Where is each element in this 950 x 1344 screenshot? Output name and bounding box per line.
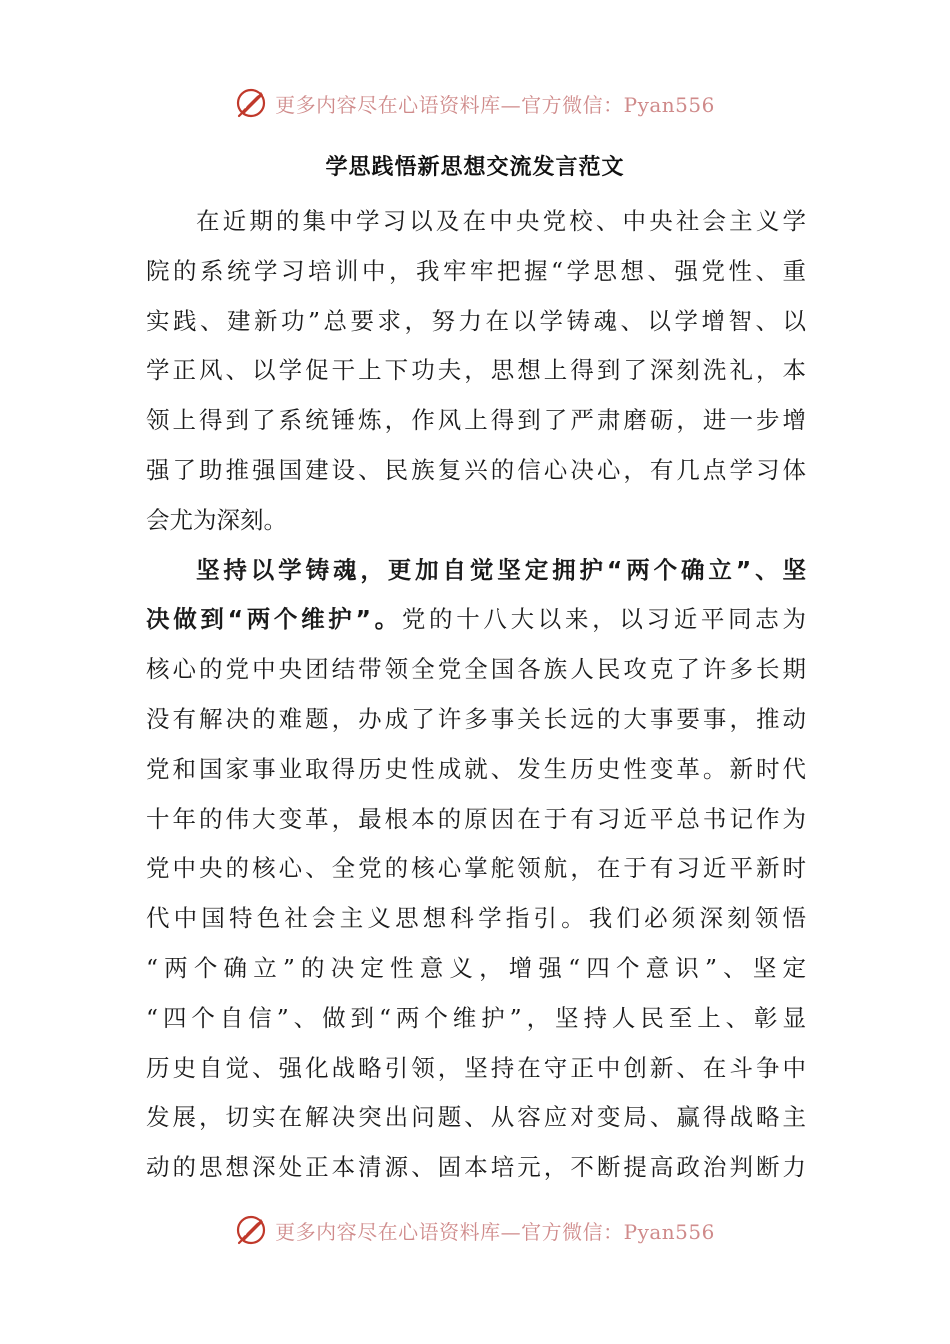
text-line xyxy=(146,695,806,745)
text-line xyxy=(146,645,806,695)
watermark-banner-bottom xyxy=(0,1210,950,1250)
text-line xyxy=(146,496,806,546)
text-line xyxy=(146,546,806,596)
paragraph-text: “四个自信”、做到“两个维护”，坚持人民至上、彰显 xyxy=(146,1003,806,1032)
text-line xyxy=(146,795,806,845)
document-body xyxy=(146,197,806,1193)
text-line xyxy=(146,994,806,1044)
paragraph-text: 历史自觉、强化战略引领，坚持在守正中创新、在斗争中 xyxy=(146,1053,806,1082)
paragraph-text: 学正风、以学促干上下功夫，思想上得到了深刻洗礼，本 xyxy=(146,356,806,385)
watermark-text: 更多内容尽在心语资料库—官方微信：Pyan556 xyxy=(275,92,715,117)
text-line xyxy=(146,396,806,446)
text-line xyxy=(146,346,806,396)
paragraph-text: 会尤为深刻。 xyxy=(146,505,287,534)
text-line xyxy=(146,944,806,994)
paragraph-text: 动的思想深处正本清源、固本培元，不断提高政治判断力 xyxy=(146,1153,806,1182)
paragraph-text: 党中央的核心、全党的核心掌舵领航，在于有习近平新时 xyxy=(146,854,806,883)
paragraph-text: 在近期的集中学习以及在中央党校、中央社会主义学 xyxy=(196,207,806,235)
paragraph-text: 没有解决的难题，办成了许多事关长远的大事要事，推动 xyxy=(146,704,806,733)
paragraph-text: 党和国家事业取得历史性成就、发生历史性变革。新时代 xyxy=(146,754,806,783)
text-line xyxy=(146,1044,806,1094)
paragraph-text: “两个确立”的决定性意义，增强“四个意识”、坚定 xyxy=(146,953,806,982)
quill-logo-icon xyxy=(235,86,269,120)
paragraph-text: 代中国特色社会主义思想科学指引。我们必须深刻领悟 xyxy=(146,904,806,933)
text-line xyxy=(146,197,806,247)
text-line xyxy=(146,446,806,496)
text-line xyxy=(146,595,806,645)
bold-heading-text: 坚持以学铸魂，更加自觉坚定拥护“两个确立”、坚 xyxy=(196,555,806,584)
document-title: 学思践悟新思想交流发言范文 xyxy=(325,155,625,180)
paragraph-text: 十年的伟大变革，最根本的原因在于有习近平总书记作为 xyxy=(146,804,806,833)
text-line xyxy=(146,894,806,944)
paragraph-text: 实践、建新功”总要求，努力在以学铸魂、以学增智、以 xyxy=(146,306,806,335)
quill-logo-icon xyxy=(235,1213,269,1247)
watermark-banner-top xyxy=(0,83,950,123)
text-line xyxy=(146,1143,806,1193)
paragraph-text: 院的系统学习培训中，我牢牢把握“学思想、强党性、重 xyxy=(146,256,806,285)
paragraph-text: 领上得到了系统锤炼，作风上得到了严肃磨砺，进一步增 xyxy=(146,406,806,435)
paragraph-text: 核心的党中央团结带领全党全国各族人民攻克了许多长期 xyxy=(146,655,806,684)
text-line xyxy=(146,1093,806,1143)
text-line xyxy=(146,247,806,297)
watermark-text: 更多内容尽在心语资料库—官方微信：Pyan556 xyxy=(275,1219,715,1244)
text-line xyxy=(146,297,806,347)
paragraph-text: 强了助推强国建设、民族复兴的信心决心，有几点学习体 xyxy=(146,455,806,484)
paragraph-text: 发展，切实在解决突出问题、从容应对变局、赢得战略主 xyxy=(146,1103,806,1132)
paragraph-text: 党的十八大以来，以习近平同志为 xyxy=(401,605,806,634)
bold-heading-text: 决做到“两个维护”。 xyxy=(146,605,402,634)
text-line xyxy=(146,844,806,894)
text-line xyxy=(146,745,806,795)
